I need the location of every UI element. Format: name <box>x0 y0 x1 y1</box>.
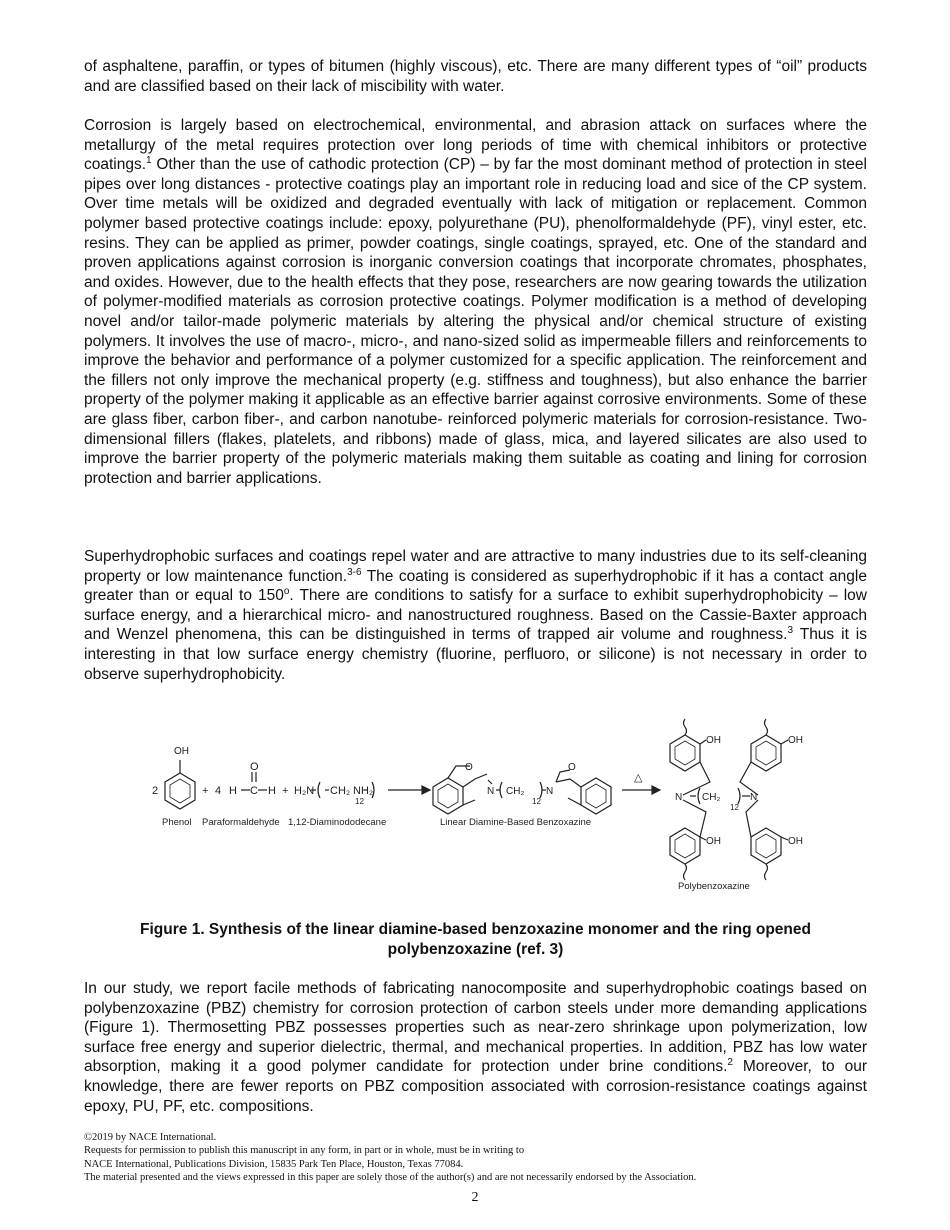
svg-text:C: C <box>250 785 258 797</box>
citation-1: 1 <box>146 155 152 167</box>
label-benzoxazine-monomer: Linear Diamine-Based Benzoxazine <box>440 817 592 828</box>
svg-text:N: N <box>487 786 495 797</box>
label-phenol: Phenol <box>162 817 192 828</box>
formaldehyde-coefficient: 4 <box>215 785 222 797</box>
degree-symbol: o <box>283 586 290 598</box>
svg-text:N: N <box>750 792 758 803</box>
phenol-coefficient: 2 <box>152 785 159 797</box>
diamine-subscript: 12 <box>355 797 364 806</box>
svg-text:H: H <box>268 785 276 797</box>
footer-disclaimer: The material presented and the views expressed in this paper are solely those of the author(s) and are not necessarily endorsed by the Association. <box>84 1172 697 1184</box>
svg-text:CH₂: CH₂ <box>702 792 721 803</box>
svg-text:N: N <box>675 792 683 803</box>
phenol-ring <box>165 773 195 809</box>
page-number: 2 <box>471 1190 479 1205</box>
monomer-right-ring <box>581 778 611 814</box>
label-polybenzoxazine: Polybenzoxazine <box>678 881 750 892</box>
paragraph-oil-products: of asphaltene, paraffin, or types of bitumen (highly viscous), etc. There are many different types of “oil” products and are classified based on their lack of miscibility with water. <box>84 58 867 95</box>
heat-symbol: △ <box>634 772 643 784</box>
paragraph-superhydrophobic: Superhydrophobic surfaces and coatings repel water and are attractive to many industries due to its self-cleaning property or low maintenance function.$^{3-6}$ The coating is considered as superhydrophobic if it has a contact angle greater than or equal to 150$^o$. There are conditions to satisfy for a surface to exhibit superhydrophobicity – low surface energy, and a hierarchical micro- and nanostructured roughness. Based on the Cassie-Baxter approach and Wenzel phenomena, this can be distinguished in terms of trapped air volume and roughness.$^3$ Thus it is interesting in that low surface energy chemistry (fluorine, perfluoro, or silicone) is not necessary in order to observe superhydrophobicity. <box>84 548 868 683</box>
label-paraformaldehyde: Paraformaldehyde <box>202 817 280 828</box>
plus-sign-1: + <box>202 785 209 797</box>
svg-text:OH: OH <box>788 735 803 746</box>
svg-text:OH: OH <box>788 836 803 847</box>
footer-address: NACE International, Publications Division, 15835 Park Ten Place, Houston, Texas 77084. <box>84 1158 464 1170</box>
phenol-oh-label: OH <box>174 746 189 757</box>
svg-text:OH: OH <box>706 735 721 746</box>
figure-1-caption: Figure 1. Synthesis of the linear diamine-based benzoxazine monomer and the ring opened polybenzoxazine (ref. 3) <box>140 921 811 958</box>
footer-copyright: ©2019 by NACE International. <box>84 1132 217 1143</box>
svg-text:H₂N: H₂N <box>294 785 315 797</box>
polymer-ring-top-right <box>751 735 781 771</box>
polymer-ring-bottom-left <box>670 828 700 864</box>
paragraph-our-study: In our study, we report facile methods of fabricating nanocomposite and superhydrophobic coatings based on polybenzoxazine (PBZ) chemistry for corrosion protection of carbon steels under more demanding applications (Figure 1). Thermosetting PBZ possesses properties such as near-zero shrinkage upon polymerization, low surface free energy and superior dielectric, thermal, and mechanical properties. In addition, PBZ has low water absorption, making it a good polymer candidate for protection under brine conditions.$^2$ Moreover, to our knowledge, there are fewer reports on PBZ composition associated with corrosion-resistance coatings against epoxy, PU, PF, etc. compositions. <box>84 980 867 1115</box>
monomer-left-ring <box>433 778 463 814</box>
footer-permission: Requests for permission to publish this manuscript in any form, in part or in whole, must be in writing to <box>84 1145 525 1157</box>
plus-sign-2: + <box>282 785 289 797</box>
svg-text:CH₂: CH₂ <box>330 785 351 797</box>
svg-text:N: N <box>546 786 554 797</box>
monomer-subscript: 12 <box>532 797 541 806</box>
figure-1-reaction-scheme <box>140 700 810 900</box>
svg-text:NH₂: NH₂ <box>353 785 374 797</box>
label-diaminododecane: 1,12-Diaminododecane <box>288 817 387 828</box>
svg-text:O: O <box>465 762 473 773</box>
svg-text:H: H <box>229 785 237 797</box>
citation-3-6: 3-6 <box>347 566 362 578</box>
reaction-scheme-svg <box>140 700 810 900</box>
svg-text:CH₂: CH₂ <box>506 786 525 797</box>
polymer-ring-top-left <box>670 735 700 771</box>
citation-3: 3 <box>787 625 794 637</box>
citation-2: 2 <box>727 1057 733 1069</box>
polymer-ring-bottom-right <box>751 828 781 864</box>
svg-text:O: O <box>250 761 259 773</box>
paragraph-corrosion: Corrosion is largely based on electrochemical, environmental, and abrasion attack on surfaces where the metallurgy of the metal requires protection over long periods of time with chemical inhibitors or protective coatings.$^1$ Other than the use of cathodic protection (CP) – by far the most dominant method of protection in steel pipes over long distances - protective coatings play an important role in reducing load and sice of the CP system. Over time metals will be oxidized and degraded eventually with lack of mitigation or replacement. Common polymer based protective coatings include: epoxy, polyurethane (PU), phenolformaldehyde (PF), vinyl ester, etc. resins. They can be applied as primer, powder coatings, single coatings, sprayed, etc. One of the standard and proven applications against corrosion is inorganic conversion coatings that incorporate chromates, phosphates, and oxides. However, due to the health effects that they pose, researchers are now gearing towards the utilization of polymer-modified materials as corrosion protective coatings. Polymer modification is a method of developing novel and/or tailor-made polymeric materials by altering the physical and/or chemical structure of existing polymers. It involves the use of macro-, micro-, and nano-sized solid as impermeable fillers and reinforcements to improve the behavior and performance of a polymer customized for a specific application. The reinforcement and the fillers not only improve the mechanical property (e.g. stiffness and toughness), but also enhance the barrier property of the polymer making it applicable as an effective barrier against corrosive environments. Some of these are glass fiber, carbon fiber-, and carbon nanotube- reinforced polymeric materials for corrosion-resistance. Two-dimensional fillers (flakes, platelets, and ribbons) made of glass, mica, and layered silicates are also used to improve the barrier property of the polymeric materials making them suitable as coating and lining for corrosion protection and barrier applications. <box>84 117 867 487</box>
copyright-footer <box>84 1131 884 1185</box>
polymer-subscript: 12 <box>730 803 739 812</box>
svg-text:O: O <box>568 762 576 773</box>
svg-text:OH: OH <box>706 836 721 847</box>
